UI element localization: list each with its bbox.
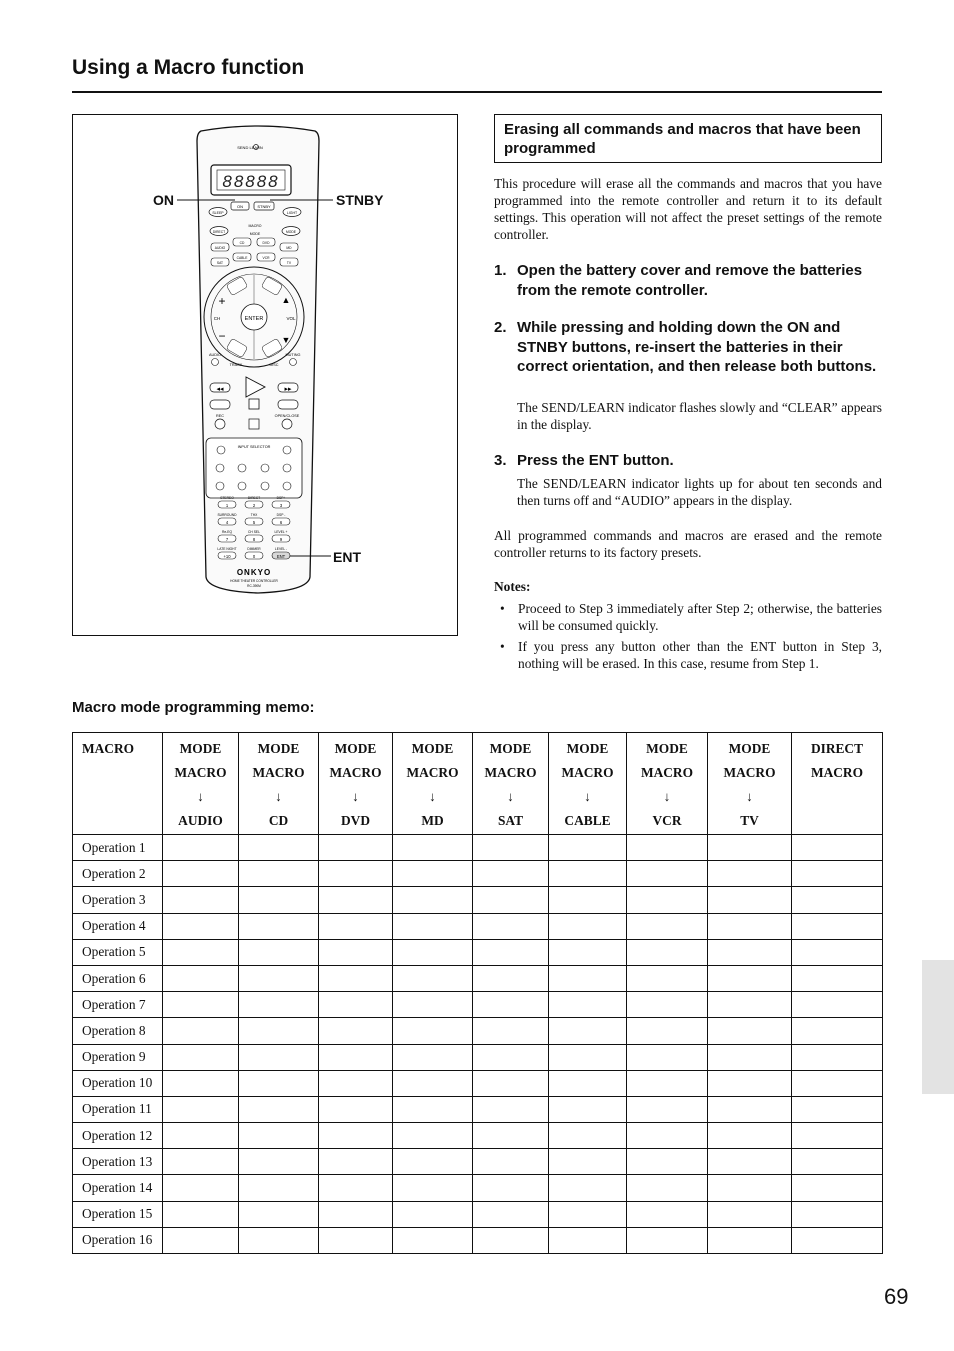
memo-cell bbox=[708, 1227, 792, 1253]
memo-cell bbox=[708, 835, 792, 861]
memo-cell bbox=[792, 1149, 883, 1175]
step-3-number: 3. bbox=[494, 452, 507, 469]
key-5: 5 bbox=[252, 520, 256, 525]
step-3-detail: The SEND/LEARN indicator lights up for about ten seconds and then turns off and “AUDIO” appears in the display. bbox=[517, 476, 882, 508]
memo-cell bbox=[473, 965, 549, 991]
mode-tv: TV bbox=[286, 261, 292, 265]
memo-cell bbox=[549, 965, 627, 991]
key-ent: ENT bbox=[276, 554, 286, 559]
memo-cell bbox=[393, 1123, 473, 1149]
remote-figure bbox=[72, 114, 458, 636]
mode-button-label: MODE bbox=[286, 230, 296, 234]
step-1 bbox=[494, 261, 882, 300]
memo-cell bbox=[473, 1227, 549, 1253]
key-2: 2 bbox=[252, 503, 256, 508]
light-label: LIGHT bbox=[286, 211, 298, 215]
memo-cell bbox=[319, 1175, 393, 1201]
open-close-label: OPEN/CLOSE bbox=[274, 414, 300, 418]
memo-cell bbox=[163, 965, 239, 991]
table-row bbox=[73, 1149, 883, 1175]
operation-label: Operation 14 bbox=[73, 1175, 163, 1201]
memo-cell bbox=[319, 1149, 393, 1175]
memo-cell bbox=[239, 913, 319, 939]
memo-cell bbox=[319, 939, 393, 965]
key-9: 9 bbox=[279, 537, 283, 542]
operation-label: Operation 11 bbox=[73, 1096, 163, 1122]
table-row bbox=[73, 887, 883, 913]
memo-cell bbox=[163, 913, 239, 939]
remote-brand: ONKYO bbox=[236, 568, 272, 577]
table-row bbox=[73, 939, 883, 965]
memo-cell bbox=[708, 887, 792, 913]
mode-label: MODE bbox=[249, 232, 261, 236]
memo-cell bbox=[239, 992, 319, 1018]
table-row bbox=[73, 913, 883, 939]
memo-cell bbox=[708, 1018, 792, 1044]
rec-label: REC bbox=[215, 414, 225, 418]
mode-audio: AUDIO bbox=[214, 246, 226, 250]
step-3-text: Press the ENT button. bbox=[517, 452, 674, 469]
memo-cell bbox=[708, 1201, 792, 1227]
memo-cell bbox=[473, 1201, 549, 1227]
stop-icon bbox=[249, 399, 259, 409]
memo-cell bbox=[163, 1227, 239, 1253]
sleep-label: SLEEP bbox=[212, 211, 224, 215]
memo-cell bbox=[792, 835, 883, 861]
header-col-5: MODE MACRO ↓ CABLE bbox=[549, 733, 627, 835]
key-sub-dimmer: DIMMER bbox=[247, 547, 261, 551]
memo-cell bbox=[473, 1096, 549, 1122]
memo-cell bbox=[393, 965, 473, 991]
audio-label: AUDIO bbox=[208, 353, 222, 357]
memo-cell bbox=[473, 861, 549, 887]
track-label: TRACK bbox=[229, 363, 243, 367]
memo-cell bbox=[627, 1018, 708, 1044]
note-2: • If you press any button other than the ENT button in Step 3, nothing will be erased. In this case, resume from Step 1. bbox=[500, 639, 882, 671]
operation-label: Operation 4 bbox=[73, 913, 163, 939]
memo-cell bbox=[239, 939, 319, 965]
memo-cell bbox=[627, 1149, 708, 1175]
memo-cell bbox=[319, 913, 393, 939]
page-title: Using a Macro function bbox=[72, 56, 305, 79]
memo-cell bbox=[163, 1018, 239, 1044]
remote-model-line1: HOME THEATER CONTROLLER bbox=[230, 579, 278, 583]
operation-label: Operation 3 bbox=[73, 887, 163, 913]
memo-cell bbox=[239, 965, 319, 991]
memo-cell bbox=[473, 1123, 549, 1149]
svg-text:◂◂: ◂◂ bbox=[216, 386, 224, 393]
mode-cable: CABLE bbox=[236, 256, 248, 260]
title-divider bbox=[72, 91, 882, 93]
key-3: 3 bbox=[279, 503, 283, 508]
table-row bbox=[73, 1070, 883, 1096]
key-6: 6 bbox=[279, 520, 283, 525]
send-learn-label: SEND LEARN bbox=[237, 145, 263, 150]
table-row bbox=[73, 1044, 883, 1070]
memo-cell bbox=[239, 1149, 319, 1175]
memo-cell bbox=[393, 835, 473, 861]
table-row bbox=[73, 992, 883, 1018]
mode-vcr: VCR bbox=[262, 256, 270, 260]
memo-cell bbox=[239, 1123, 319, 1149]
memo-cell bbox=[239, 1070, 319, 1096]
operation-label: Operation 9 bbox=[73, 1044, 163, 1070]
operation-label: Operation 5 bbox=[73, 939, 163, 965]
header-col-6: MODE MACRO ↓ VCR bbox=[627, 733, 708, 835]
memo-cell bbox=[549, 1201, 627, 1227]
memo-cell bbox=[239, 861, 319, 887]
memo-cell bbox=[792, 1123, 883, 1149]
memo-cell bbox=[549, 939, 627, 965]
memo-cell bbox=[792, 965, 883, 991]
memo-cell bbox=[239, 1175, 319, 1201]
memo-cell bbox=[163, 1070, 239, 1096]
memo-cell bbox=[393, 1070, 473, 1096]
memo-cell bbox=[627, 1175, 708, 1201]
memo-cell bbox=[473, 835, 549, 861]
memo-cell bbox=[708, 1096, 792, 1122]
operation-label: Operation 2 bbox=[73, 861, 163, 887]
memo-cell bbox=[549, 1175, 627, 1201]
stnby-callout: STNBY bbox=[336, 192, 384, 208]
memo-cell bbox=[473, 1018, 549, 1044]
memo-cell bbox=[319, 1123, 393, 1149]
memo-cell bbox=[549, 1123, 627, 1149]
table-row bbox=[73, 835, 883, 861]
direct-label: DIRECT bbox=[212, 230, 226, 234]
memo-cell bbox=[319, 835, 393, 861]
memo-cell bbox=[393, 1201, 473, 1227]
table-body bbox=[73, 835, 883, 1254]
memo-cell bbox=[239, 887, 319, 913]
operation-label: Operation 6 bbox=[73, 965, 163, 991]
memo-cell bbox=[708, 939, 792, 965]
memo-cell bbox=[708, 992, 792, 1018]
result-paragraph: All programmed commands and macros are erased and the remote controller returns to its factory presets. bbox=[494, 528, 882, 560]
key-sub-stereo: STEREO bbox=[220, 496, 234, 500]
header-col-1: MODE MACRO ↓ CD bbox=[239, 733, 319, 835]
memo-cell bbox=[393, 887, 473, 913]
memo-cell bbox=[473, 1149, 549, 1175]
memo-cell bbox=[549, 887, 627, 913]
muting-label: MUTING bbox=[285, 353, 301, 357]
on-callout: ON bbox=[153, 192, 174, 208]
key-sub-level-plus: LEVEL + bbox=[274, 530, 288, 534]
memo-cell bbox=[393, 1149, 473, 1175]
key-sub-level-minus: LEVEL - bbox=[274, 547, 288, 551]
memo-cell bbox=[319, 965, 393, 991]
ch-label: CH bbox=[213, 316, 221, 321]
memo-cell bbox=[239, 1096, 319, 1122]
memo-cell bbox=[393, 1096, 473, 1122]
memo-cell bbox=[708, 913, 792, 939]
memo-cell bbox=[627, 965, 708, 991]
mode-cd: CD bbox=[239, 241, 245, 245]
memo-cell bbox=[549, 1096, 627, 1122]
memo-cell bbox=[393, 1227, 473, 1253]
header-col-4: MODE MACRO ↓ SAT bbox=[473, 733, 549, 835]
memo-cell bbox=[627, 1044, 708, 1070]
operation-label: Operation 13 bbox=[73, 1149, 163, 1175]
table-row bbox=[73, 1175, 883, 1201]
memo-cell bbox=[549, 992, 627, 1018]
memo-cell bbox=[239, 835, 319, 861]
step-3 bbox=[494, 451, 882, 471]
key-sub-direct: DIRECT bbox=[247, 496, 261, 500]
notes-title: Notes: bbox=[494, 579, 531, 594]
memo-cell bbox=[473, 992, 549, 1018]
operation-label: Operation 1 bbox=[73, 835, 163, 861]
key-8: 8 bbox=[252, 537, 256, 542]
memo-cell bbox=[319, 861, 393, 887]
memo-cell bbox=[163, 887, 239, 913]
input-selector-label: INPUT SELECTOR bbox=[237, 445, 271, 449]
memo-cell bbox=[319, 1044, 393, 1070]
memo-title: Macro mode programming memo: bbox=[72, 699, 315, 716]
memo-cell bbox=[163, 1149, 239, 1175]
memo-cell bbox=[319, 887, 393, 913]
memo-cell bbox=[319, 992, 393, 1018]
memo-cell bbox=[792, 992, 883, 1018]
memo-cell bbox=[319, 1201, 393, 1227]
key-sub-surround: SURROUND bbox=[217, 513, 237, 517]
memo-cell bbox=[163, 1096, 239, 1122]
memo-cell bbox=[627, 1123, 708, 1149]
memo-cell bbox=[792, 861, 883, 887]
memo-cell bbox=[708, 1044, 792, 1070]
svg-text:▸▸: ▸▸ bbox=[284, 386, 292, 393]
key-sub-reeq: Re-EQ bbox=[221, 530, 233, 534]
memo-cell bbox=[549, 1018, 627, 1044]
header-macro: MACRO bbox=[73, 733, 163, 835]
memo-cell bbox=[549, 913, 627, 939]
memo-cell bbox=[708, 1175, 792, 1201]
memo-cell bbox=[549, 1044, 627, 1070]
operation-label: Operation 7 bbox=[73, 992, 163, 1018]
table-row bbox=[73, 965, 883, 991]
section-heading: Erasing all commands and macros that have been programmed bbox=[494, 114, 882, 163]
memo-cell bbox=[163, 992, 239, 1018]
note-1: • Proceed to Step 3 immediately after Step 2; otherwise, the batteries will be consumed quickly. bbox=[500, 601, 882, 633]
step-1-text: Open the battery cover and remove the batteries from the remote controller. bbox=[517, 262, 863, 299]
mode-sat: SAT bbox=[216, 261, 224, 265]
memo-cell bbox=[627, 1070, 708, 1096]
memo-cell bbox=[708, 861, 792, 887]
memo-cell bbox=[239, 1227, 319, 1253]
memo-cell bbox=[473, 913, 549, 939]
vol-label: VOL bbox=[286, 316, 296, 321]
memo-cell bbox=[163, 861, 239, 887]
key-sub-latenight: LATE NIGHT bbox=[217, 547, 237, 551]
memo-cell bbox=[549, 861, 627, 887]
stnby-button-label: STNBY bbox=[257, 204, 271, 209]
memo-cell bbox=[473, 1044, 549, 1070]
memo-cell bbox=[239, 1018, 319, 1044]
svg-text:+: + bbox=[218, 294, 226, 308]
memo-cell bbox=[627, 1096, 708, 1122]
header-col-2: MODE MACRO ↓ DVD bbox=[319, 733, 393, 835]
memo-cell bbox=[627, 835, 708, 861]
intro-paragraph: This procedure will erase all the commands and macros that you have programmed into the remote controller and return it to its default settings. This operation will not affect the preset settings of the remote controller. bbox=[494, 176, 882, 242]
table-row bbox=[73, 1096, 883, 1122]
step-2-text: While pressing and holding down the ON and STNBY buttons, re-insert the batteries in their correct orientation, and then release both buttons. bbox=[517, 319, 877, 375]
svg-text:−: − bbox=[218, 329, 226, 343]
table-row bbox=[73, 1227, 883, 1253]
key-4: 4 bbox=[225, 520, 229, 525]
memo-cell bbox=[792, 1096, 883, 1122]
enter-label: ENTER bbox=[244, 316, 264, 322]
memo-cell bbox=[627, 861, 708, 887]
table-row bbox=[73, 1201, 883, 1227]
memo-cell bbox=[549, 1227, 627, 1253]
disc-label: DISC bbox=[269, 363, 279, 367]
macro-label: MACRO bbox=[248, 224, 262, 228]
memo-cell bbox=[163, 1044, 239, 1070]
memo-cell bbox=[549, 835, 627, 861]
side-tab bbox=[922, 960, 954, 1094]
memo-cell bbox=[708, 1149, 792, 1175]
memo-cell bbox=[549, 1149, 627, 1175]
memo-cell bbox=[792, 887, 883, 913]
memo-cell bbox=[393, 861, 473, 887]
header-col-8: DIRECT MACRO bbox=[792, 733, 883, 835]
memo-cell bbox=[792, 1070, 883, 1096]
key-sub-thx: THX bbox=[250, 513, 258, 517]
mode-dvd: DVD bbox=[262, 241, 270, 245]
header-col-3: MODE MACRO ↓ MD bbox=[393, 733, 473, 835]
table-row bbox=[73, 1123, 883, 1149]
vol-up-icon: ▲ bbox=[281, 295, 291, 305]
memo-cell bbox=[393, 1044, 473, 1070]
key-sub-chsel: CH SEL bbox=[248, 530, 260, 534]
table-header-row bbox=[73, 733, 883, 835]
memo-cell bbox=[163, 939, 239, 965]
header-col-7: MODE MACRO ↓ TV bbox=[708, 733, 792, 835]
header-col-0: MODE MACRO ↓ AUDIO bbox=[163, 733, 239, 835]
memo-cell bbox=[792, 1227, 883, 1253]
memo-cell bbox=[627, 913, 708, 939]
memo-cell bbox=[163, 835, 239, 861]
ent-callout: ENT bbox=[333, 549, 361, 565]
memo-cell bbox=[239, 1044, 319, 1070]
memo-cell bbox=[473, 939, 549, 965]
table-row bbox=[73, 1018, 883, 1044]
memo-cell bbox=[393, 1018, 473, 1044]
macro-memo-table bbox=[72, 732, 883, 1254]
memo-cell bbox=[627, 1201, 708, 1227]
memo-cell bbox=[792, 1044, 883, 1070]
memo-cell bbox=[627, 1227, 708, 1253]
memo-cell bbox=[393, 913, 473, 939]
key-sub-dsp-plus: DSP+ bbox=[276, 496, 286, 500]
memo-cell bbox=[792, 1201, 883, 1227]
memo-cell bbox=[473, 1175, 549, 1201]
page-number: 69 bbox=[884, 1284, 909, 1309]
memo-cell bbox=[163, 1201, 239, 1227]
memo-cell bbox=[393, 1175, 473, 1201]
memo-cell bbox=[393, 939, 473, 965]
remote-illustration bbox=[73, 115, 459, 637]
remote-model-line2: RC-390M bbox=[247, 584, 261, 588]
operation-label: Operation 15 bbox=[73, 1201, 163, 1227]
memo-cell bbox=[239, 1201, 319, 1227]
memo-cell bbox=[627, 939, 708, 965]
key-0: 0 bbox=[252, 554, 256, 559]
step-2-number: 2. bbox=[494, 319, 507, 336]
operation-label: Operation 8 bbox=[73, 1018, 163, 1044]
memo-cell bbox=[319, 1227, 393, 1253]
operation-label: Operation 10 bbox=[73, 1070, 163, 1096]
memo-cell bbox=[319, 1096, 393, 1122]
key-7: 7 bbox=[225, 537, 229, 542]
memo-cell bbox=[792, 913, 883, 939]
table-row bbox=[73, 861, 883, 887]
memo-cell bbox=[163, 1175, 239, 1201]
memo-cell bbox=[627, 887, 708, 913]
memo-cell bbox=[393, 992, 473, 1018]
step-2-detail: The SEND/LEARN indicator flashes slowly and “CLEAR” appears in the display. bbox=[517, 400, 882, 432]
key-1: 1 bbox=[225, 503, 229, 508]
memo-cell bbox=[319, 1070, 393, 1096]
key-sub-dsp-minus: DSP - bbox=[276, 513, 286, 517]
note-2-text: If you press any button other than the ENT button in Step 3, nothing will be erased. In this case, resume from Step 1. bbox=[518, 639, 882, 671]
on-button-label: ON bbox=[237, 204, 243, 209]
memo-cell bbox=[319, 1018, 393, 1044]
memo-cell bbox=[792, 1175, 883, 1201]
memo-cell bbox=[792, 1018, 883, 1044]
memo-cell bbox=[473, 887, 549, 913]
vol-down-icon: ▼ bbox=[281, 335, 291, 345]
memo-cell bbox=[708, 1123, 792, 1149]
step-2 bbox=[494, 318, 882, 377]
operation-label: Operation 16 bbox=[73, 1227, 163, 1253]
memo-cell bbox=[708, 1070, 792, 1096]
memo-cell bbox=[473, 1070, 549, 1096]
key-plus10: +10 bbox=[223, 554, 231, 559]
memo-cell bbox=[792, 939, 883, 965]
step-1-number: 1. bbox=[494, 262, 507, 279]
display-text: 88888 bbox=[222, 172, 280, 191]
mode-md: MD bbox=[286, 246, 292, 250]
memo-cell bbox=[627, 992, 708, 1018]
operation-label: Operation 12 bbox=[73, 1123, 163, 1149]
memo-cell bbox=[163, 1123, 239, 1149]
note-1-text: Proceed to Step 3 immediately after Step 2; otherwise, the batteries will be consumed quickly. bbox=[518, 601, 882, 633]
memo-cell bbox=[549, 1070, 627, 1096]
memo-cell bbox=[708, 965, 792, 991]
